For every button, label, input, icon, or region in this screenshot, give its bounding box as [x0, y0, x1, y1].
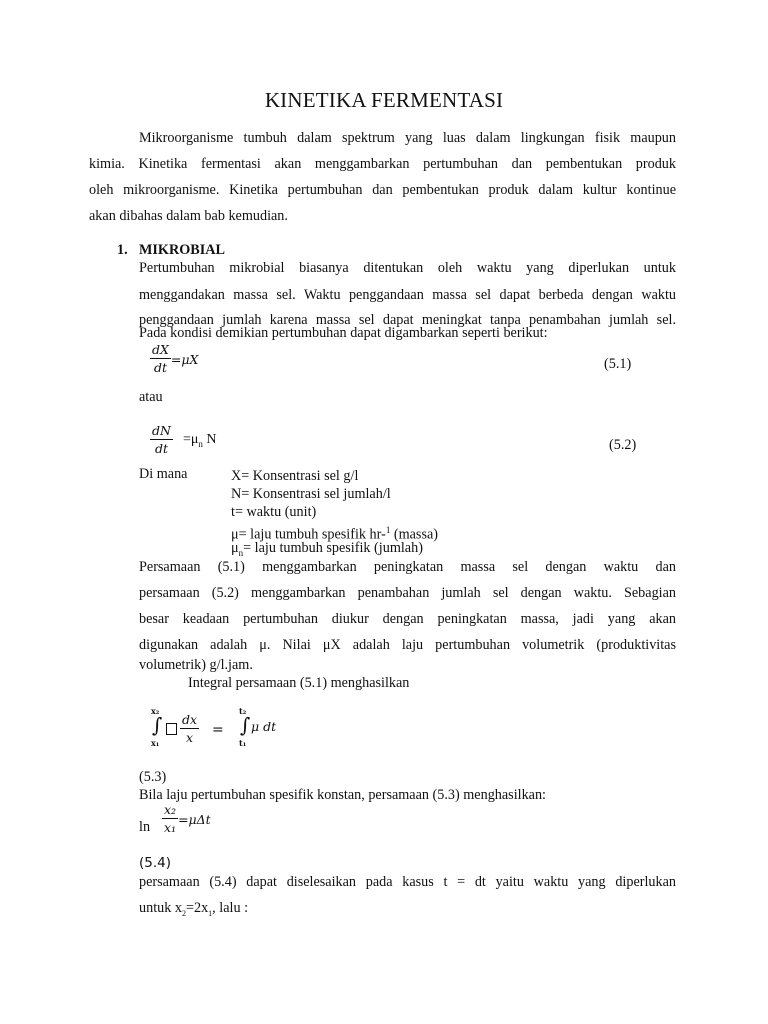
p2-line-2: persamaan (5.2) menggambarkan penambahan jumlah sel dengan waktu. Sebagian [139, 585, 676, 601]
where-mun-text: μ [231, 540, 239, 556]
section1-line-4: Pada kondisi demikian pertumbuhan dapat digambarkan seperti berikut: [139, 325, 548, 341]
atau-text: atau [139, 389, 163, 405]
where-mu-post: (massa) [390, 526, 438, 543]
eq2-subscript: n [198, 438, 203, 449]
where-n: N= Konsentrasi sel jumlah/l [231, 486, 391, 502]
bila-text: Bila laju pertumbuhan spesifik konstan, persamaan (5.3) menghasilkan: [139, 787, 547, 803]
eq1-denominator: dt [153, 360, 167, 375]
section-heading: MIKROBIAL [139, 242, 225, 258]
where-mun-sub: n [238, 547, 244, 558]
p3-line-1: persamaan (5.4) dapat diselesaikan pada kasus t = dt yaitu waktu yang diperlukan [139, 874, 676, 890]
integral-icon: ∫ [152, 713, 163, 737]
where-mun-post: = laju tumbuh spesifik (jumlah) [243, 540, 423, 556]
eq3-body: μ dt [251, 719, 277, 734]
intro-line-4: akan dibahas dalam bab kemudian. [89, 208, 288, 224]
missing-glyph-box [166, 723, 177, 735]
eq2-rhs: =μ [182, 432, 199, 448]
p2-line-4: digunakan adalah μ. Nilai μX adalah laju pertumbuhan volumetrik (produktivitas [139, 637, 676, 653]
eq2-denominator: dt [154, 441, 168, 456]
p2-line-3: besar keadaan pertumbuhan diukur dengan peningkatan massa, jadi yang akan [139, 611, 676, 627]
p2-line-1: Persamaan (5.1) menggambarkan peningkatan massa sel dengan waktu dan [139, 559, 676, 575]
intro-line-2: kimia. Kinetika fermentasi akan menggambarkan pertumbuhan dan pembentukan produk [89, 156, 676, 172]
eq3-equals: = [212, 722, 224, 738]
p3-sub-2: 1 [208, 908, 213, 918]
section-number: 1. [117, 242, 128, 258]
eq1-numerator: dX [152, 342, 169, 357]
eq2-numerator: dN [152, 423, 171, 438]
p3-line-2-mid: =2x [185, 900, 209, 916]
int2-lower: t₁ [239, 738, 247, 748]
p3-line-2 [139, 895, 248, 927]
equation-5-1 [150, 342, 198, 377]
intro-line-1: Mikroorganisme tumbuh dalam spektrum yang luas dalam lingkungan fisik maupun [139, 130, 676, 146]
intro-line-3: oleh mikroorganisme. Kinetika pertumbuhan dan pembentukan produk dalam kultur kontinue [89, 182, 676, 198]
integral-icon-2: ∫ [240, 713, 251, 737]
eq3-denominator: x [186, 730, 194, 745]
integral-intro: Integral persamaan (5.1) menghasilkan [188, 675, 410, 691]
p3-sub-1: 2 [181, 908, 186, 918]
eq4-rhs: =μΔt [178, 812, 211, 827]
section1-line-1: Pertumbuhan mikrobial biasanya ditentukan oleh waktu yang diperlukan untuk [139, 260, 676, 276]
p3-line-2-pre: untuk x [139, 900, 182, 916]
where-t: t= waktu (unit) [231, 504, 317, 520]
eq4-ln: ln [139, 819, 151, 835]
where-mu-sup: 1 [385, 525, 391, 535]
where-label: Di mana [139, 466, 188, 482]
page-title: KINETIKA FERMENTASI [264, 88, 504, 112]
p2-line-5: volumetrik) g/l.jam. [139, 657, 253, 673]
eq4-denominator: x₁ [164, 820, 177, 835]
equation-5-2 [150, 423, 216, 458]
eq1-rhs: =μX [170, 352, 199, 367]
p3-line-2-post: , lalu : [212, 900, 249, 916]
eq2-rhs-tail: N [202, 432, 217, 448]
where-mu-text: μ= laju tumbuh spesifik hr- [231, 526, 386, 543]
equation-5-4 [162, 802, 211, 837]
eq2-label: (5.2) [609, 437, 637, 453]
section1-line-2: menggandakan massa sel. Waktu penggandaan massa sel dapat berbeda dengan waktu [139, 287, 676, 303]
int2-upper: t₂ [239, 706, 247, 716]
eq4-label: (5.4) [139, 855, 172, 871]
eq3-numerator: dx [182, 712, 198, 727]
int1-lower: x₁ [151, 738, 160, 748]
equation-5-3 [150, 706, 290, 748]
eq4-numerator: x₂ [164, 802, 177, 817]
section1-line-3: penggandaan jumlah karena massa sel dapat meningkat tanpa penambahan jumlah sel. [139, 312, 676, 328]
eq1-label: (5.1) [604, 356, 632, 372]
where-x: X= Konsentrasi sel g/l [231, 468, 359, 484]
int1-upper: x₂ [151, 706, 160, 716]
eq3-label: (5.3) [139, 769, 167, 785]
